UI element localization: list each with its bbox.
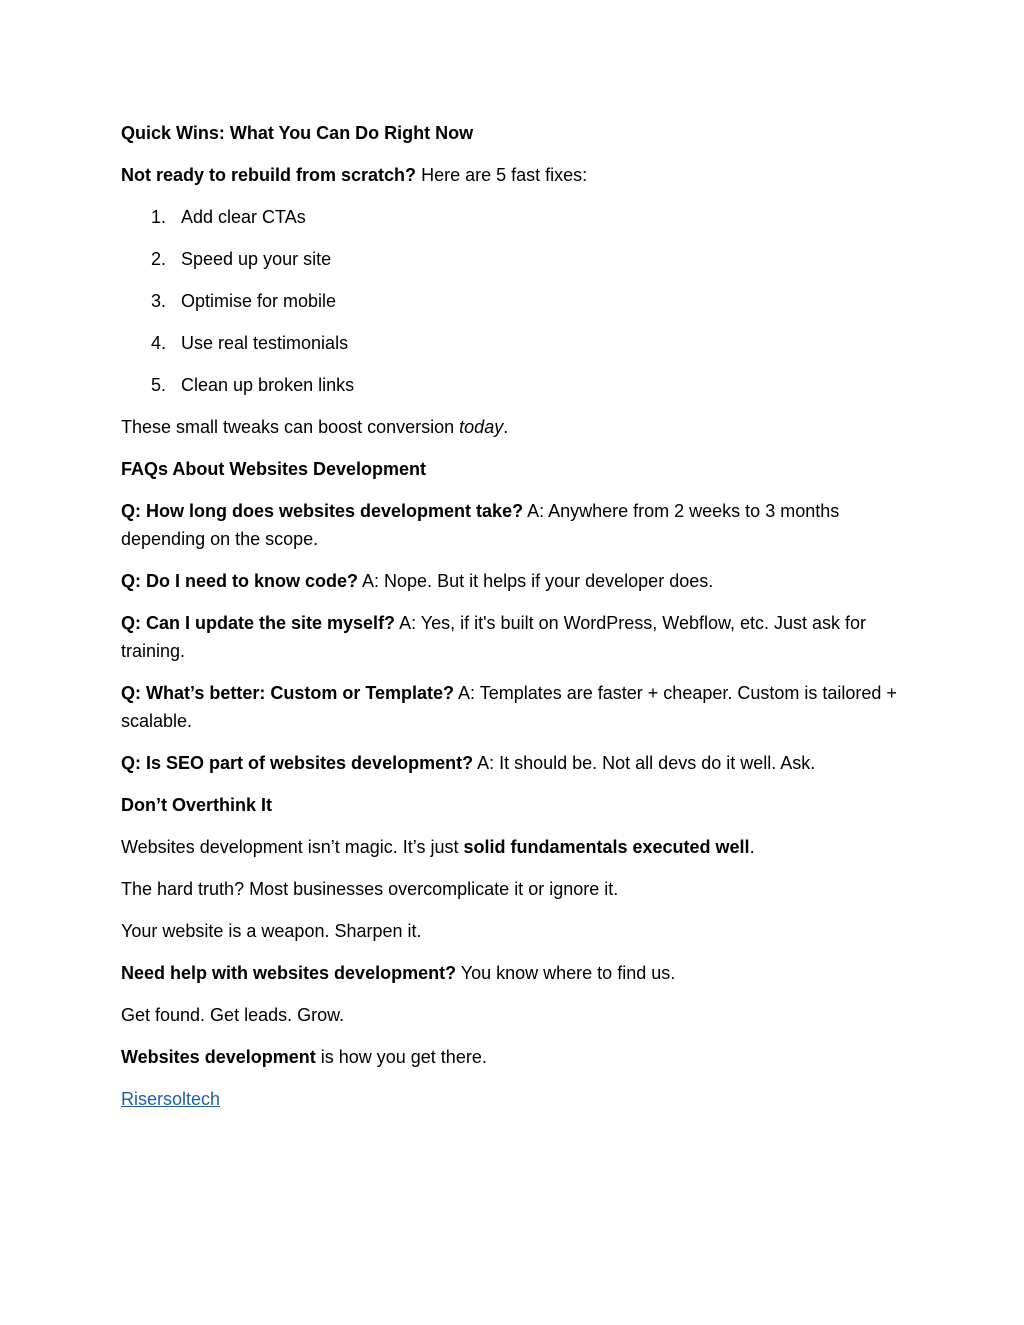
dont-overthink-line-1 [121, 833, 911, 861]
quick-wins-closing-before: These small tweaks can boost conversion [121, 417, 460, 437]
dont-overthink-line-5: Get found. Get leads. Grow. [121, 1005, 345, 1025]
list-item-number: 4. [151, 333, 167, 353]
list-item [121, 371, 911, 399]
line-4-rest: You know where to find us. [456, 963, 676, 983]
risersoltech-link[interactable]: Risersoltech [121, 1089, 221, 1109]
faq-question: Q: How long does websites development take? [121, 501, 524, 521]
dont-overthink-line-3: Your website is a weapon. Sharpen it. [121, 921, 422, 941]
list-item-text: Speed up your site [181, 249, 332, 269]
quick-wins-closing [121, 413, 911, 441]
faq-item [121, 609, 911, 665]
dont-overthink-line-4 [121, 959, 911, 987]
list-item-number: 2. [151, 249, 167, 269]
quick-wins-list [121, 203, 911, 399]
dont-overthink-line-6 [121, 1043, 911, 1071]
faq-answer: A: Nope. But it helps if your developer does. [358, 571, 714, 591]
list-item-number: 1. [151, 207, 167, 227]
quick-wins-closing-italic: today [459, 417, 504, 437]
link-paragraph [121, 1085, 911, 1113]
list-item [121, 287, 911, 315]
line-4-bold: Need help with websites development? [121, 963, 457, 983]
faq-answer: A: Templates are faster + cheaper. Custom is tailored + scalable. [121, 683, 897, 731]
list-item [121, 329, 911, 357]
list-item-text: Add clear CTAs [181, 207, 306, 227]
quick-wins-intro-rest: Here are 5 fast fixes: [416, 165, 588, 185]
list-item-text: Optimise for mobile [181, 291, 337, 311]
quick-wins-intro [121, 161, 911, 189]
faq-item [121, 497, 911, 553]
line-6-bold: Websites development [121, 1047, 316, 1067]
list-item-text: Use real testimonials [181, 333, 349, 353]
faq-answer: A: It should be. Not all devs do it well. Ask. [473, 753, 816, 773]
quick-wins-heading: Quick Wins: What You Can Do Right Now [121, 123, 474, 143]
line-1-before: Websites development isn’t magic. It’s just [121, 837, 464, 857]
faq-item [121, 679, 911, 735]
list-item-number: 5. [151, 375, 167, 395]
list-item-number: 3. [151, 291, 167, 311]
document-page [121, 119, 911, 1127]
faq-answer: A: Yes, if it's built on WordPress, Webflow, etc. Just ask for training. [121, 613, 867, 661]
faq-question: Q: Is SEO part of websites development? [121, 753, 474, 773]
faqs-heading: FAQs About Websites Development [121, 459, 427, 479]
line-1-bold: solid fundamentals executed well [463, 837, 750, 857]
line-6-rest: is how you get there. [315, 1047, 487, 1067]
dont-overthink-heading: Don’t Overthink It [121, 795, 273, 815]
faq-question: Q: What’s better: Custom or Template? [121, 683, 455, 703]
dont-overthink-line-2: The hard truth? Most businesses overcomplicate it or ignore it. [121, 879, 619, 899]
faq-item [121, 749, 911, 777]
list-item [121, 203, 911, 231]
quick-wins-intro-bold: Not ready to rebuild from scratch? [121, 165, 417, 185]
faq-answer: A: Anywhere from 2 weeks to 3 months depending on the scope. [121, 501, 840, 549]
quick-wins-closing-after: . [503, 417, 509, 437]
list-item [121, 245, 911, 273]
faq-item [121, 567, 911, 595]
list-item-text: Clean up broken links [181, 375, 355, 395]
faq-question: Q: Do I need to know code? [121, 571, 359, 591]
faq-question: Q: Can I update the site myself? [121, 613, 396, 633]
line-1-after: . [749, 837, 755, 857]
